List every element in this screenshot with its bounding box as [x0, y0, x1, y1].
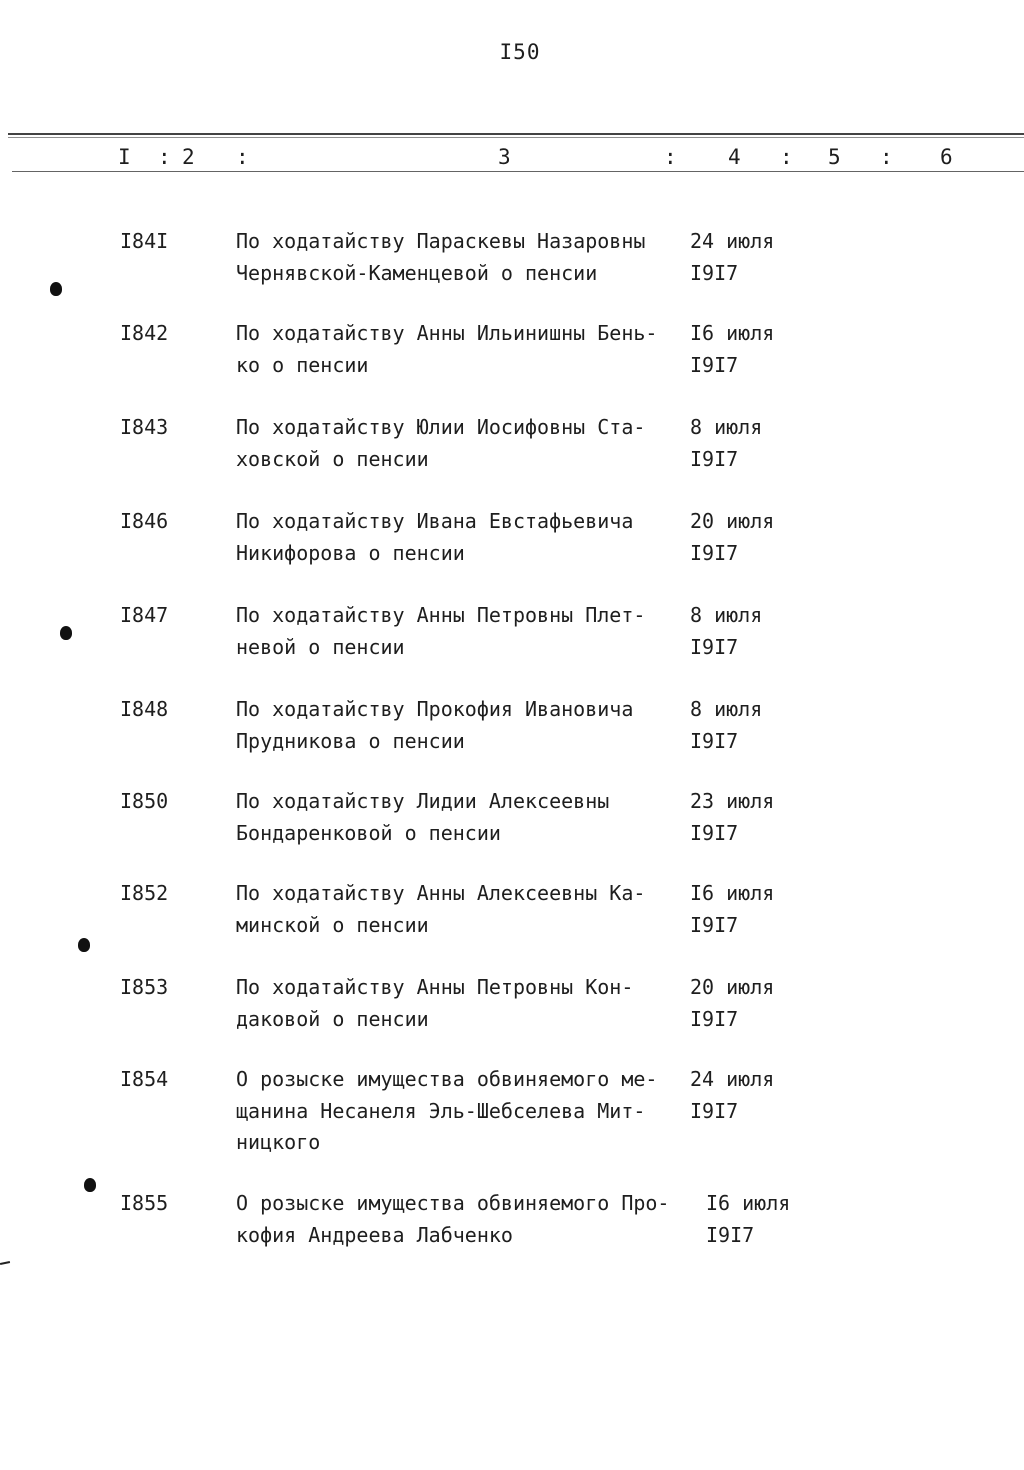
date-year: I9I7 — [690, 912, 739, 937]
description-line: даковой о пенсии — [236, 1006, 429, 1031]
record-description — [236, 786, 696, 849]
date-year: I9I7 — [690, 540, 739, 565]
description-line: ховской о пенсии — [236, 446, 429, 471]
date-year: I9I7 — [690, 1098, 739, 1123]
date-year: I9I7 — [690, 446, 739, 471]
date-year: I9I7 — [690, 260, 739, 285]
description-line: По ходатайству Параскевы Назаровны — [236, 229, 646, 253]
record-date — [706, 1188, 790, 1251]
description-line: Прудникова о пенсии — [236, 728, 465, 753]
date-day-month: 20 июля — [690, 975, 775, 999]
description-line: щанина Несанеля Эль-Шебселева Мит- — [236, 1098, 646, 1123]
description-line: Чернявской-Каменцевой о пенсии — [236, 260, 598, 285]
date-year: I9I7 — [706, 1222, 755, 1247]
record-date — [690, 318, 774, 381]
record-date — [690, 786, 774, 849]
record-description — [236, 506, 696, 569]
record-number: I84I — [120, 229, 169, 253]
description-line: Бондаренковой о пенсии — [236, 820, 501, 845]
description-line: По ходатайству Анны Петровны Плет- — [236, 603, 646, 627]
description-line: По ходатайству Анны Алексеевны Ка- — [236, 881, 646, 905]
description-line: По ходатайству Прокофия Ивановича — [236, 697, 634, 721]
record-description — [236, 600, 696, 663]
description-line: О розыске имущества обвиняемого Про- — [236, 1191, 670, 1215]
record-number: I854 — [120, 1067, 169, 1091]
description-line: По ходатайству Анны Петровны Кон- — [236, 975, 634, 999]
description-line: Никифорова о пенсии — [236, 540, 465, 565]
page-number: I50 — [499, 40, 541, 64]
record-description — [236, 412, 696, 475]
record-number: I846 — [120, 509, 169, 533]
description-line: невой о пенсии — [236, 634, 405, 659]
record-description — [236, 878, 696, 941]
description-line: По ходатайству Ивана Евстафьевича — [236, 509, 634, 533]
column-header-5: 5 — [828, 145, 841, 169]
record-number: I850 — [120, 789, 169, 813]
binding-hole-mark — [78, 938, 90, 952]
column-header-6: 6 — [940, 145, 953, 169]
record-number: I855 — [120, 1191, 169, 1215]
record-date — [690, 878, 774, 941]
record-description — [236, 1064, 696, 1159]
column-separator: : — [158, 145, 171, 169]
record-description — [236, 972, 696, 1035]
date-year: I9I7 — [690, 820, 739, 845]
header-rule-top — [8, 133, 1024, 135]
date-day-month: 20 июля — [690, 509, 775, 533]
record-number: I853 — [120, 975, 169, 999]
record-date — [690, 412, 762, 475]
date-day-month: 24 июля — [690, 229, 775, 253]
binding-hole-mark — [84, 1178, 96, 1192]
column-header-3: 3 — [498, 145, 511, 169]
record-description — [236, 226, 696, 289]
description-line: По ходатайству Анны Ильинишны Бень- — [236, 321, 658, 345]
record-number: I843 — [120, 415, 169, 439]
binding-hole-mark — [50, 282, 62, 296]
record-date — [690, 694, 762, 757]
record-description — [236, 694, 696, 757]
record-description — [236, 318, 696, 381]
record-date — [690, 600, 762, 663]
record-date — [690, 226, 774, 289]
column-separator: : — [880, 145, 893, 169]
record-number: I848 — [120, 697, 169, 721]
description-line: ко о пенсии — [236, 352, 369, 377]
date-day-month: I6 июля — [690, 881, 775, 905]
date-year: I9I7 — [690, 634, 739, 659]
date-day-month: I6 июля — [690, 321, 775, 345]
date-day-month: I6 июля — [706, 1191, 791, 1215]
record-date — [690, 506, 774, 569]
record-description — [236, 1188, 696, 1251]
column-separator: : — [780, 145, 793, 169]
description-line: О розыске имущества обвиняемого ме- — [236, 1067, 658, 1091]
column-separator: : — [664, 145, 677, 169]
column-separator: : — [236, 145, 249, 169]
record-date — [690, 1064, 774, 1127]
date-year: I9I7 — [690, 352, 739, 377]
column-header-1: I — [118, 145, 131, 169]
header-rule-top-secondary — [8, 137, 1024, 138]
description-line: По ходатайству Лидии Алексеевны — [236, 789, 610, 813]
date-year: I9I7 — [690, 1006, 739, 1031]
margin-tick — [0, 1261, 10, 1265]
column-header-2: 2 — [182, 145, 195, 169]
description-line: минской о пенсии — [236, 912, 429, 937]
description-line: кофия Андреева Лабченко — [236, 1222, 513, 1247]
record-number: I847 — [120, 603, 169, 627]
date-day-month: 8 июля — [690, 415, 763, 439]
header-rule-bottom — [12, 171, 1024, 172]
description-line: ницкого — [236, 1130, 321, 1154]
date-day-month: 8 июля — [690, 603, 763, 627]
record-date — [690, 972, 774, 1035]
record-number: I852 — [120, 881, 169, 905]
date-day-month: 8 июля — [690, 697, 763, 721]
record-number: I842 — [120, 321, 169, 345]
binding-hole-mark — [60, 626, 72, 640]
date-day-month: 23 июля — [690, 789, 775, 813]
date-day-month: 24 июля — [690, 1067, 775, 1091]
column-header-4: 4 — [728, 145, 741, 169]
date-year: I9I7 — [690, 728, 739, 753]
description-line: По ходатайству Юлии Иосифовны Ста- — [236, 415, 646, 439]
